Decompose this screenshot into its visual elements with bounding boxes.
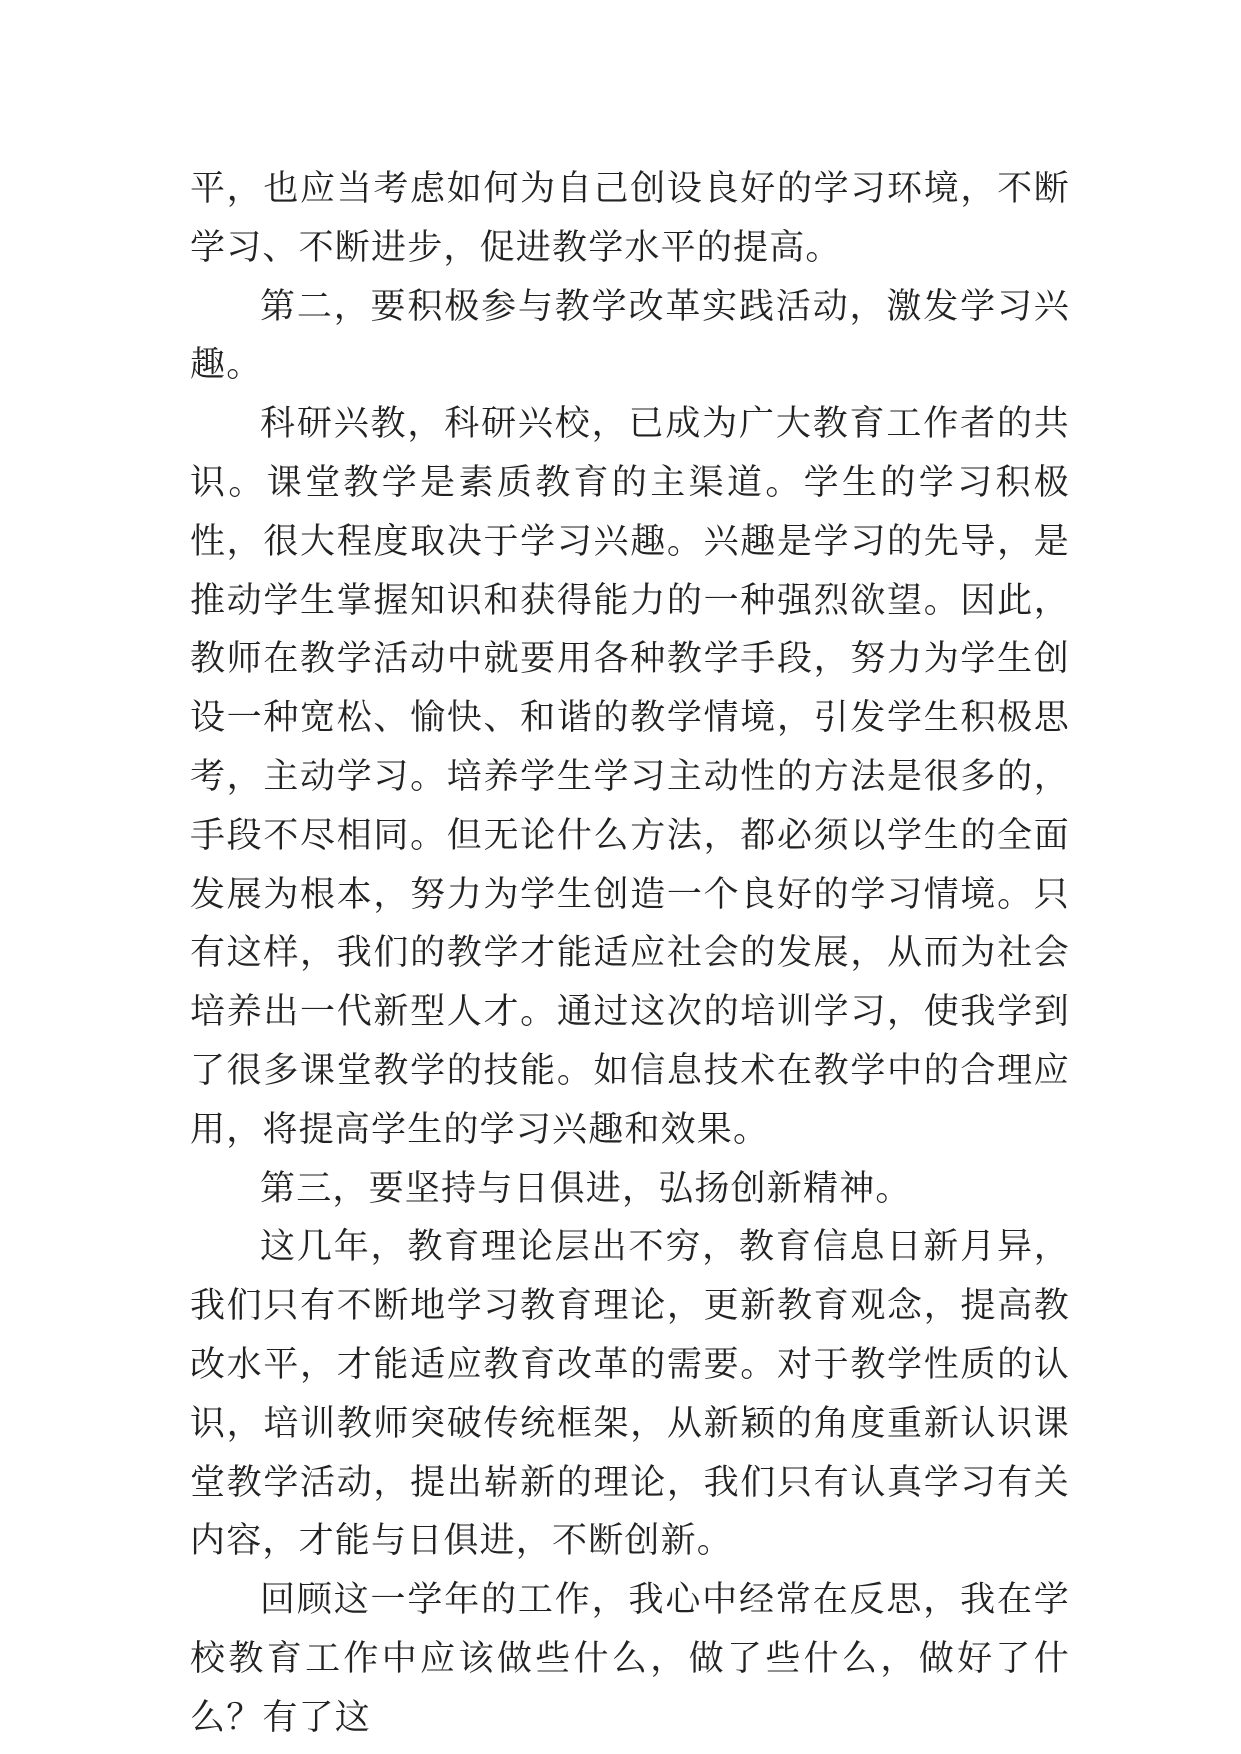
paragraph-continuation: 平，也应当考虑如何为自己创设良好的学习环境，不断学习、不断进步，促进教学水平的提高。 [190, 169, 1070, 268]
paragraph-point-two-heading: 第二，要积极参与教学改革实践活动，激发学习兴趣。 [190, 286, 1070, 386]
paragraph-point-three-body: 这几年，教育理论层出不穷，教育信息日新月异，我们只有不断地学习教育理论，更新教育观念，提高教改水平，才能适应教育改革的需要。对于教学性质的认识，培训教师突破传统框架，从新颖的角度重新认识课堂教学活动，提出崭新的理论，我们只有认真学习有关内容，才能与日俱进，不断创新。 [190, 1227, 1070, 1562]
paragraph-reflection: 回顾这一学年的工作，我心中经常在反思，我在学校教育工作中应该做些什么，做了些什么，做好了什么？有了这 [190, 1580, 1070, 1738]
body-text [190, 160, 1070, 1748]
paragraph-point-three-heading: 第三，要坚持与日俱进，弘扬创新精神。 [260, 1168, 912, 1209]
paragraph-point-two-body: 科研兴教，科研兴校，已成为广大教育工作者的共识。课堂教学是素质教育的主渠道。学生的学习积极性，很大程度取决于学习兴趣。兴趣是学习的先导，是推动学生掌握知识和获得能力的一种强烈欲望。因此，教师在教学活动中就要用各种教学手段，努力为学生创设一种宽松、愉快、和谐的教学情境，引发学生积极思考，主动学习。培养学生学习主动性的方法是很多的，手段不尽相同。但无论什么方法，都必须以学生的全面发展为根本，努力为学生创造一个良好的学习情境。只有这样，我们的教学才能适应社会的发展，从而为社会培养出一代新型人才。通过这次的培训学习，使我学到了很多课堂教学的技能。如信息技术在教学中的合理应用，将提高学生的学习兴趣和效果。 [190, 404, 1070, 1150]
